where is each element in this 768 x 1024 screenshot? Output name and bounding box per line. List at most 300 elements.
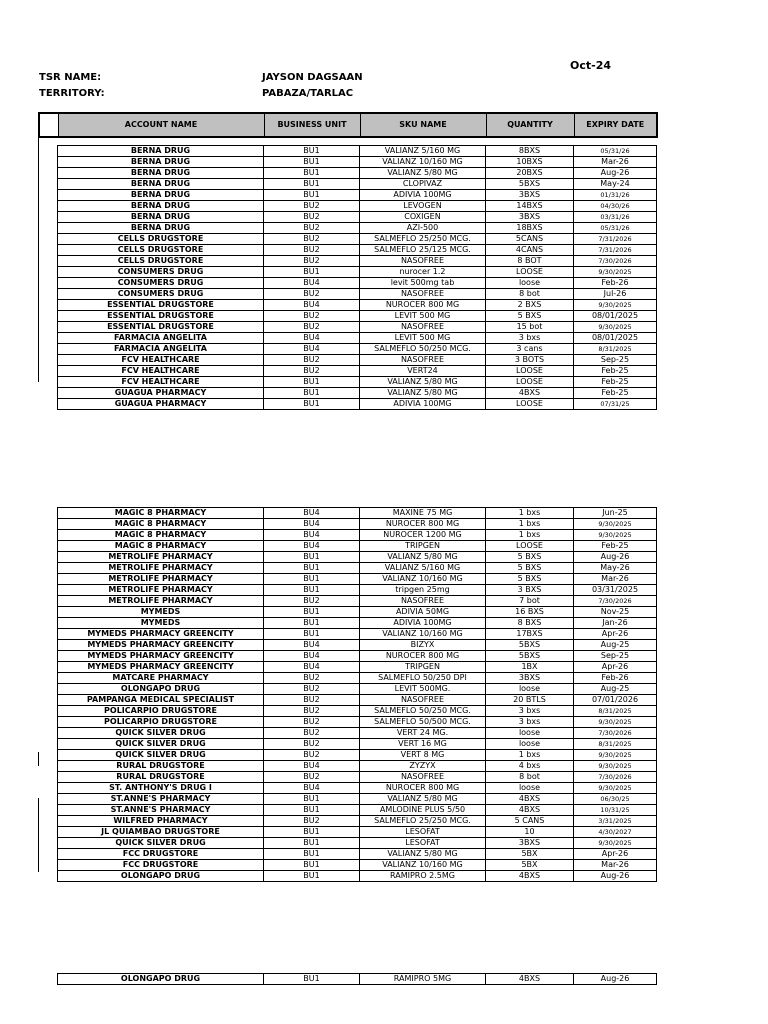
quantity-cell: 8 BOT: [486, 256, 574, 267]
account-name-cell: OLONGAPO DRUG: [58, 974, 264, 985]
header-table: [38, 112, 658, 138]
quantity-cell: 16 BXS: [486, 607, 574, 618]
quantity-cell: 4CANS: [486, 245, 574, 256]
account-name-cell: BERNA DRUG: [58, 179, 264, 190]
expiry-date-cell: May-24: [574, 179, 657, 190]
table-row: [58, 311, 657, 322]
table-row: [58, 717, 657, 728]
table-row: [58, 827, 657, 838]
account-name-cell: CONSUMERS DRUG: [58, 267, 264, 278]
quantity-cell: 5 BXS: [486, 311, 574, 322]
expiry-date-cell: 9/30/2025: [574, 322, 657, 333]
quantity-cell: 5 BXS: [486, 552, 574, 563]
expiry-date-cell: Aug-26: [574, 168, 657, 179]
business-unit-cell: BU4: [264, 783, 360, 794]
business-unit-cell: BU4: [264, 662, 360, 673]
business-unit-cell: BU2: [264, 750, 360, 761]
business-unit-cell: BU1: [264, 794, 360, 805]
expiry-date-cell: Feb-25: [574, 541, 657, 552]
table-row: [58, 607, 657, 618]
account-name-cell: POLICARPIO DRUGSTORE: [58, 706, 264, 717]
quantity-cell: 1 bxs: [486, 530, 574, 541]
quantity-cell: 1 bxs: [486, 750, 574, 761]
account-name-cell: METROLIFE PHARMACY: [58, 574, 264, 585]
left-edge-mark: [38, 752, 39, 766]
table-row: [58, 530, 657, 541]
table-row: [58, 805, 657, 816]
account-name-cell: MYMEDS PHARMACY GREENCITY: [58, 651, 264, 662]
account-name-cell: MYMEDS: [58, 607, 264, 618]
account-name-cell: QUICK SILVER DRUG: [58, 750, 264, 761]
business-unit-cell: BU4: [264, 278, 360, 289]
quantity-cell: 1BX: [486, 662, 574, 673]
left-border-line: [38, 134, 39, 382]
business-unit-cell: BU1: [264, 585, 360, 596]
expiry-date-cell: Sep-25: [574, 651, 657, 662]
quantity-cell: 17BXS: [486, 629, 574, 640]
sku-name-cell: VALIANZ 10/160 MG: [360, 860, 486, 871]
expiry-date-cell: 9/30/2025: [574, 267, 657, 278]
business-unit-cell: BU4: [264, 541, 360, 552]
sku-name-cell: TRIPGEN: [360, 541, 486, 552]
table-row: [58, 871, 657, 882]
sku-name-cell: RAMIPRO 5MG: [360, 974, 486, 985]
business-unit-cell: BU1: [264, 629, 360, 640]
business-unit-cell: BU1: [264, 377, 360, 388]
business-unit-cell: BU2: [264, 717, 360, 728]
expiry-date-cell: Aug-26: [574, 974, 657, 985]
quantity-cell: 10: [486, 827, 574, 838]
business-unit-cell: BU1: [264, 146, 360, 157]
expiry-date-cell: 07/01/2026: [574, 695, 657, 706]
quantity-cell: 4BXS: [486, 794, 574, 805]
quantity-cell: 5BX: [486, 860, 574, 871]
table-row: [58, 596, 657, 607]
quantity-cell: 4BXS: [486, 805, 574, 816]
table-row: [58, 212, 657, 223]
expiry-date-cell: 07/31/25: [574, 399, 657, 410]
territory-label: TERRITORY:: [39, 88, 105, 99]
account-name-cell: ESSENTIAL DRUGSTORE: [58, 311, 264, 322]
expiry-date-cell: 7/31/2026: [574, 245, 657, 256]
table-row: [58, 574, 657, 585]
account-name-cell: BERNA DRUG: [58, 212, 264, 223]
quantity-cell: 4 bxs: [486, 761, 574, 772]
expiry-date-cell: 4/30/2027: [574, 827, 657, 838]
account-name-cell: FCC DRUGSTORE: [58, 860, 264, 871]
table-row: [58, 245, 657, 256]
expiry-date-cell: 9/30/2025: [574, 300, 657, 311]
business-unit-cell: BU2: [264, 355, 360, 366]
expiry-date-cell: Aug-26: [574, 552, 657, 563]
account-name-cell: MAGIC 8 PHARMACY: [58, 519, 264, 530]
quantity-cell: 3BXS: [486, 838, 574, 849]
table-row: [58, 728, 657, 739]
expiry-date-cell: 9/30/2025: [574, 750, 657, 761]
expiry-date-cell: 05/31/26: [574, 223, 657, 234]
quantity-cell: 8 bot: [486, 772, 574, 783]
sku-name-cell: levit 500mg tab: [360, 278, 486, 289]
business-unit-cell: BU4: [264, 519, 360, 530]
table-row: [58, 508, 657, 519]
sku-name-cell: LEVIT 500MG.: [360, 684, 486, 695]
sku-name-cell: AMLODINE PLUS 5/50: [360, 805, 486, 816]
quantity-cell: 4BXS: [486, 974, 574, 985]
business-unit-cell: BU4: [264, 333, 360, 344]
account-name-cell: WILFRED PHARMACY: [58, 816, 264, 827]
table-row: [58, 794, 657, 805]
expiry-date-cell: 04/30/26: [574, 201, 657, 212]
quantity-cell: 8 bot: [486, 289, 574, 300]
expiry-date-cell: Jan-26: [574, 618, 657, 629]
account-name-cell: JL QUIAMBAO DRUGSTORE: [58, 827, 264, 838]
account-name-cell: MYMEDS: [58, 618, 264, 629]
account-name-cell: METROLIFE PHARMACY: [58, 596, 264, 607]
table-row: [58, 366, 657, 377]
table-row: [58, 974, 657, 985]
sku-name-cell: AZI-500: [360, 223, 486, 234]
sku-name-cell: NASOFREE: [360, 256, 486, 267]
quantity-cell: 3 BXS: [486, 585, 574, 596]
account-name-cell: BERNA DRUG: [58, 223, 264, 234]
quantity-cell: loose: [486, 728, 574, 739]
quantity-cell: 14BXS: [486, 201, 574, 212]
expiry-date-cell: 9/30/2025: [574, 519, 657, 530]
sku-name-cell: COXIGEN: [360, 212, 486, 223]
expiry-date-cell: May-26: [574, 563, 657, 574]
business-unit-cell: BU2: [264, 739, 360, 750]
business-unit-cell: BU2: [264, 706, 360, 717]
table-row: [58, 344, 657, 355]
business-unit-cell: BU1: [264, 838, 360, 849]
quantity-cell: 5BXS: [486, 651, 574, 662]
account-name-cell: MAGIC 8 PHARMACY: [58, 508, 264, 519]
sku-name-cell: NASOFREE: [360, 772, 486, 783]
quantity-cell: 3 bxs: [486, 706, 574, 717]
sku-name-cell: VALIANZ 10/160 MG: [360, 574, 486, 585]
header-sku-name: SKU NAME: [360, 113, 486, 137]
table-row: [58, 563, 657, 574]
business-unit-cell: BU2: [264, 695, 360, 706]
header-quantity: QUANTITY: [486, 113, 574, 137]
quantity-cell: 3 cans: [486, 344, 574, 355]
sku-name-cell: NASOFREE: [360, 695, 486, 706]
sku-name-cell: LESOFAT: [360, 838, 486, 849]
account-name-cell: PAMPANGA MEDICAL SPECIALIST: [58, 695, 264, 706]
expiry-date-cell: Feb-25: [574, 377, 657, 388]
account-name-cell: CONSUMERS DRUG: [58, 289, 264, 300]
account-name-cell: METROLIFE PHARMACY: [58, 552, 264, 563]
quantity-cell: 15 bot: [486, 322, 574, 333]
business-unit-cell: BU1: [264, 552, 360, 563]
account-name-cell: CELLS DRUGSTORE: [58, 234, 264, 245]
account-name-cell: OLONGAPO DRUG: [58, 871, 264, 882]
business-unit-cell: BU1: [264, 190, 360, 201]
account-name-cell: FCV HEALTHCARE: [58, 366, 264, 377]
sku-name-cell: SALMEFLO 50/250 DPI: [360, 673, 486, 684]
account-name-cell: GUAGUA PHARMACY: [58, 388, 264, 399]
business-unit-cell: BU2: [264, 245, 360, 256]
table-row: [58, 333, 657, 344]
expiry-date-cell: 06/30/25: [574, 794, 657, 805]
business-unit-cell: BU1: [264, 574, 360, 585]
expiry-date-cell: Jun-25: [574, 508, 657, 519]
quantity-cell: loose: [486, 684, 574, 695]
account-name-cell: RURAL DRUGSTORE: [58, 761, 264, 772]
sku-name-cell: RAMIPRO 2.5MG: [360, 871, 486, 882]
table-row: [58, 772, 657, 783]
expiry-date-cell: Apr-26: [574, 662, 657, 673]
quantity-cell: 1 bxs: [486, 508, 574, 519]
business-unit-cell: BU4: [264, 344, 360, 355]
business-unit-cell: BU4: [264, 651, 360, 662]
table-row: [58, 706, 657, 717]
table-row: [58, 838, 657, 849]
sku-name-cell: NUROCER 800 MG: [360, 300, 486, 311]
inventory-table-1: [57, 145, 657, 410]
expiry-date-cell: Aug-25: [574, 640, 657, 651]
account-name-cell: MYMEDS PHARMACY GREENCITY: [58, 629, 264, 640]
territory-value: PABAZA/TARLAC: [262, 88, 354, 99]
business-unit-cell: BU2: [264, 684, 360, 695]
sku-name-cell: ADIVIA 50MG: [360, 607, 486, 618]
table-row: [58, 750, 657, 761]
business-unit-cell: BU1: [264, 860, 360, 871]
quantity-cell: 2 BXS: [486, 300, 574, 311]
expiry-date-cell: 03/31/26: [574, 212, 657, 223]
quantity-cell: 3 bxs: [486, 333, 574, 344]
account-name-cell: FCV HEALTHCARE: [58, 377, 264, 388]
account-name-cell: MAGIC 8 PHARMACY: [58, 541, 264, 552]
table-row: [58, 541, 657, 552]
table-row: [58, 267, 657, 278]
expiry-date-cell: Mar-26: [574, 860, 657, 871]
account-name-cell: BERNA DRUG: [58, 168, 264, 179]
account-name-cell: ST. ANTHONY'S DRUG I: [58, 783, 264, 794]
table-row: [58, 234, 657, 245]
table-row: [58, 651, 657, 662]
sku-name-cell: VALIANZ 5/80 MG: [360, 849, 486, 860]
sku-name-cell: VALIANZ 5/80 MG: [360, 377, 486, 388]
header-account-name: ACCOUNT NAME: [58, 113, 264, 137]
quantity-cell: 20BXS: [486, 168, 574, 179]
table-row: [58, 552, 657, 563]
business-unit-cell: BU1: [264, 849, 360, 860]
account-name-cell: FARMACIA ANGELITA: [58, 344, 264, 355]
business-unit-cell: BU1: [264, 607, 360, 618]
quantity-cell: 10BXS: [486, 157, 574, 168]
business-unit-cell: BU4: [264, 300, 360, 311]
quantity-cell: 4BXS: [486, 871, 574, 882]
table-row: [58, 618, 657, 629]
expiry-date-cell: 9/30/2025: [574, 761, 657, 772]
sku-name-cell: MAXINE 75 MG: [360, 508, 486, 519]
expiry-date-cell: 7/30/2026: [574, 728, 657, 739]
account-name-cell: ESSENTIAL DRUGSTORE: [58, 322, 264, 333]
account-name-cell: ST.ANNE'S PHARMACY: [58, 805, 264, 816]
quantity-cell: 8 BXS: [486, 618, 574, 629]
table-row: [58, 355, 657, 366]
expiry-date-cell: 9/30/2025: [574, 838, 657, 849]
expiry-date-cell: 7/31/2026: [574, 234, 657, 245]
quantity-cell: 5BXS: [486, 640, 574, 651]
table-row: [58, 585, 657, 596]
business-unit-cell: BU1: [264, 168, 360, 179]
account-name-cell: FARMACIA ANGELITA: [58, 333, 264, 344]
quantity-cell: 3BXS: [486, 673, 574, 684]
expiry-date-cell: Feb-25: [574, 366, 657, 377]
account-name-cell: QUICK SILVER DRUG: [58, 838, 264, 849]
quantity-cell: 3BXS: [486, 212, 574, 223]
sku-name-cell: ADIVIA 100MG: [360, 190, 486, 201]
expiry-date-cell: Feb-26: [574, 673, 657, 684]
table-row: [58, 673, 657, 684]
business-unit-cell: BU1: [264, 871, 360, 882]
table-row: [58, 179, 657, 190]
business-unit-cell: BU2: [264, 322, 360, 333]
business-unit-cell: BU1: [264, 157, 360, 168]
account-name-cell: MYMEDS PHARMACY GREENCITY: [58, 640, 264, 651]
quantity-cell: 20 BTLS: [486, 695, 574, 706]
sku-name-cell: TRIPGEN: [360, 662, 486, 673]
quantity-cell: 8BXS: [486, 146, 574, 157]
sku-name-cell: NUROCER 800 MG: [360, 651, 486, 662]
table-row: [58, 816, 657, 827]
table-row: [58, 388, 657, 399]
quantity-cell: 5 BXS: [486, 563, 574, 574]
business-unit-cell: BU1: [264, 618, 360, 629]
account-name-cell: GUAGUA PHARMACY: [58, 399, 264, 410]
quantity-cell: 5CANS: [486, 234, 574, 245]
business-unit-cell: BU2: [264, 289, 360, 300]
sku-name-cell: SALMEFLO 25/250 MCG.: [360, 234, 486, 245]
sku-name-cell: ADIVIA 100MG: [360, 618, 486, 629]
quantity-cell: LOOSE: [486, 366, 574, 377]
business-unit-cell: BU2: [264, 728, 360, 739]
account-name-cell: POLICARPIO DRUGSTORE: [58, 717, 264, 728]
table-row: [58, 849, 657, 860]
quantity-cell: 3BXS: [486, 190, 574, 201]
sku-name-cell: ADIVIA 100MG: [360, 399, 486, 410]
account-name-cell: OLONGAPO DRUG: [58, 684, 264, 695]
sku-name-cell: VALIANZ 10/160 MG: [360, 629, 486, 640]
sku-name-cell: SALMEFLO 50/250 MCG.: [360, 344, 486, 355]
sku-name-cell: VALIANZ 5/160 MG: [360, 146, 486, 157]
account-name-cell: BERNA DRUG: [58, 201, 264, 212]
left-edge-mark: [38, 798, 39, 872]
expiry-date-cell: Apr-26: [574, 849, 657, 860]
business-unit-cell: BU2: [264, 366, 360, 377]
expiry-date-cell: 7/30/2026: [574, 596, 657, 607]
table-row: [58, 278, 657, 289]
table-row: [58, 223, 657, 234]
expiry-date-cell: Jul-26: [574, 289, 657, 300]
expiry-date-cell: 3/31/2025: [574, 816, 657, 827]
sku-name-cell: VERT 24 MG.: [360, 728, 486, 739]
sku-name-cell: NUROCER 1200 MG: [360, 530, 486, 541]
sku-name-cell: NASOFREE: [360, 596, 486, 607]
expiry-date-cell: Aug-26: [574, 871, 657, 882]
sku-name-cell: nurocer 1.2: [360, 267, 486, 278]
sku-name-cell: LESOFAT: [360, 827, 486, 838]
expiry-date-cell: 9/30/2025: [574, 717, 657, 728]
business-unit-cell: BU1: [264, 388, 360, 399]
table-row: [58, 519, 657, 530]
expiry-date-cell: 10/31/25: [574, 805, 657, 816]
quantity-cell: 4BXS: [486, 388, 574, 399]
quantity-cell: 5BX: [486, 849, 574, 860]
sku-name-cell: VALIANZ 10/160 MG: [360, 157, 486, 168]
business-unit-cell: BU2: [264, 212, 360, 223]
table-row: [58, 860, 657, 871]
quantity-cell: 5 CANS: [486, 816, 574, 827]
expiry-date-cell: Mar-26: [574, 157, 657, 168]
expiry-date-cell: Apr-26: [574, 629, 657, 640]
business-unit-cell: BU2: [264, 234, 360, 245]
business-unit-cell: BU1: [264, 805, 360, 816]
account-name-cell: ST.ANNE'S PHARMACY: [58, 794, 264, 805]
sku-name-cell: LEVOGEN: [360, 201, 486, 212]
sku-name-cell: NUROCER 800 MG: [360, 519, 486, 530]
expiry-date-cell: 8/31/2025: [574, 739, 657, 750]
account-name-cell: BERNA DRUG: [58, 157, 264, 168]
expiry-date-cell: 9/30/2025: [574, 783, 657, 794]
account-name-cell: QUICK SILVER DRUG: [58, 739, 264, 750]
sku-name-cell: VALIANZ 5/160 MG: [360, 563, 486, 574]
header-row: [39, 113, 657, 137]
sku-name-cell: VALIANZ 5/80 MG: [360, 794, 486, 805]
account-name-cell: MATCARE PHARMACY: [58, 673, 264, 684]
quantity-cell: 7 bot: [486, 596, 574, 607]
sku-name-cell: NASOFREE: [360, 355, 486, 366]
sku-name-cell: VALIANZ 5/80 MG: [360, 168, 486, 179]
report-date: Oct-24: [570, 59, 612, 72]
sku-name-cell: VALIANZ 5/80 MG: [360, 552, 486, 563]
sku-name-cell: SALMEFLO 25/125 MCG.: [360, 245, 486, 256]
table-row: [58, 640, 657, 651]
quantity-cell: 5BXS: [486, 179, 574, 190]
account-name-cell: METROLIFE PHARMACY: [58, 563, 264, 574]
expiry-date-cell: 08/01/2025: [574, 333, 657, 344]
quantity-cell: loose: [486, 278, 574, 289]
sku-name-cell: SALMEFLO 50/250 MCG.: [360, 706, 486, 717]
header-spacer: [39, 113, 58, 137]
sku-name-cell: VERT 16 MG: [360, 739, 486, 750]
quantity-cell: 3 bxs: [486, 717, 574, 728]
sku-name-cell: VERT 8 MG: [360, 750, 486, 761]
business-unit-cell: BU2: [264, 816, 360, 827]
table-row: [58, 377, 657, 388]
expiry-date-cell: 03/31/2025: [574, 585, 657, 596]
table-row: [58, 256, 657, 267]
sku-name-cell: NASOFREE: [360, 289, 486, 300]
sku-name-cell: tripgen 25mg: [360, 585, 486, 596]
table-row: [58, 783, 657, 794]
header-expiry-date: EXPIRY DATE: [574, 113, 657, 137]
sku-name-cell: NUROCER 800 MG: [360, 783, 486, 794]
table-row: [58, 190, 657, 201]
expiry-date-cell: 08/01/2025: [574, 311, 657, 322]
quantity-cell: LOOSE: [486, 399, 574, 410]
sku-name-cell: VALIANZ 5/80 MG: [360, 388, 486, 399]
expiry-date-cell: 7/30/2026: [574, 256, 657, 267]
business-unit-cell: BU1: [264, 179, 360, 190]
business-unit-cell: BU4: [264, 640, 360, 651]
business-unit-cell: BU1: [264, 267, 360, 278]
business-unit-cell: BU2: [264, 223, 360, 234]
quantity-cell: LOOSE: [486, 267, 574, 278]
business-unit-cell: BU1: [264, 399, 360, 410]
